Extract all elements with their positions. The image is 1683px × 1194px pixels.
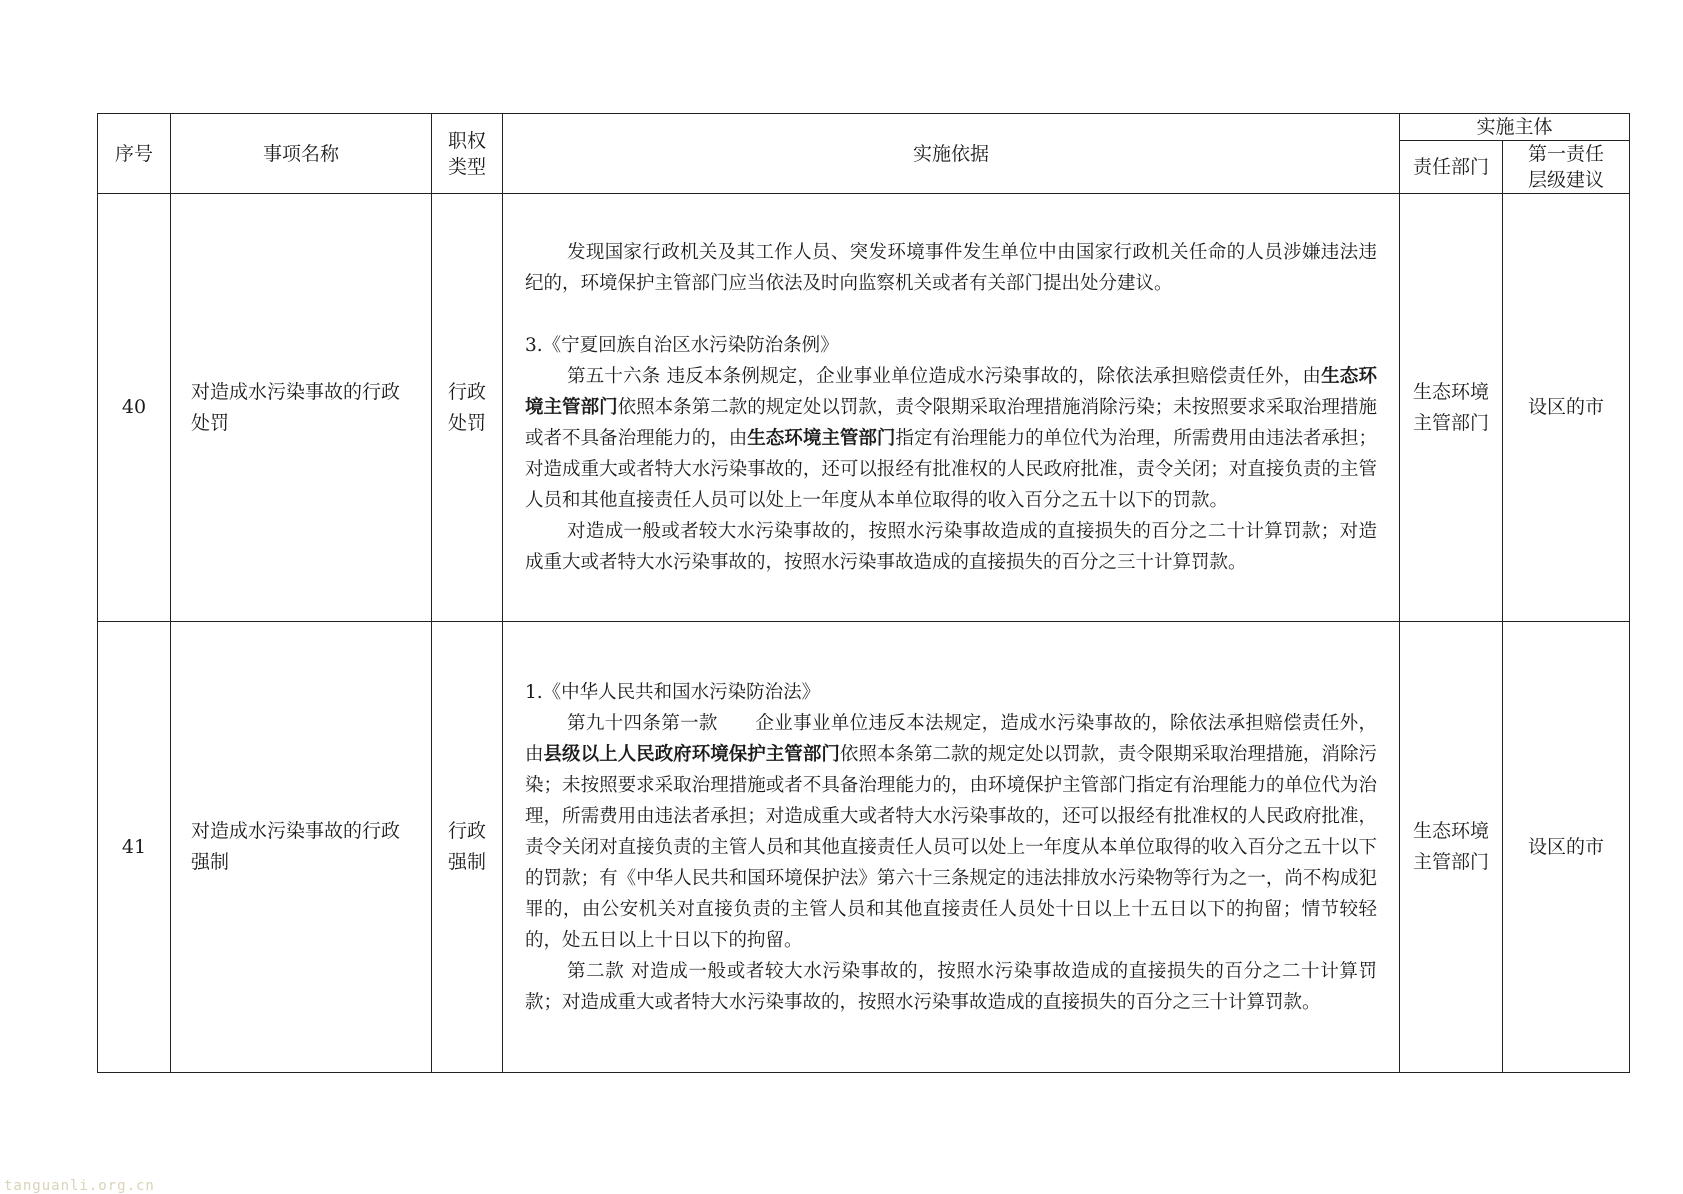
basis-law-title: 1.《中华人民共和国水污染防治法》 xyxy=(525,681,821,703)
row-seq: 40 xyxy=(98,194,171,622)
header-subject: 实施主体 xyxy=(1400,114,1630,141)
row-level: 设区的市 xyxy=(1503,622,1630,1073)
watermark: tanguanli.org.cn xyxy=(4,1178,155,1194)
row-type: 行政处罚 xyxy=(432,194,503,622)
basis-paragraph: 发现国家行政机关及其工作人员、突发环境事件发生单位中由国家行政机关任命的人员涉嫌违法违纪的，环境保护主管部门应当依法及时向监察机关或者有关部门提出处分建议。 xyxy=(525,242,1377,294)
authority-table xyxy=(97,113,1630,1073)
basis-paragraph: 第九十四条第一款 企业事业单位违反本法规定，造成水污染事故的，除依法承担赔偿责任外，由县级以上人民政府环境保护主管部门依照本条第二款的规定处以罚款，责令限期采取治理措施，消除污染；未按照要求采取治理措施或者不具备治理能力的，由环境保护主管部门指定有治理能力的单位代为治理，所需费用由违法者承担；对造成重大或者特大水污染事故的，还可以报经有批准权的人民政府批准，责令关闭对直接负责的主管人员和其他直接责任人员可以处上一年度从本单位取得的收入百分之五十以下的罚款；有《中华人民共和国环境保护法》第六十三条规定的违法排放水污染物等行为之一，尚不构成犯罪的，由公安机关对直接负责的主管人员和其他直接责任人员处十日以上十五日以下的拘留；情节较轻的，处五日以上十日以下的拘留。 xyxy=(525,712,1377,951)
header-row-1 xyxy=(98,114,1630,141)
row-type: 行政强制 xyxy=(432,622,503,1073)
header-level: 第一责任层级建议 xyxy=(1503,141,1630,194)
row-dept: 生态环境主管部门 xyxy=(1400,194,1503,622)
row-basis xyxy=(503,194,1400,622)
header-dept: 责任部门 xyxy=(1400,141,1503,194)
row-basis xyxy=(503,622,1400,1073)
row-seq: 41 xyxy=(98,622,171,1073)
row-name: 对造成水污染事故的行政强制 xyxy=(171,622,432,1073)
basis-paragraph: 对造成一般或者较大水污染事故的，按照水污染事故造成的直接损失的百分之二十计算罚款；对造成重大或者特大水污染事故的，按照水污染事故造成的直接损失的百分之三十计算罚款。 xyxy=(525,521,1377,573)
basis-law-title: 3.《宁夏回族自治区水污染防治条例》 xyxy=(525,335,839,356)
row-dept: 生态环境主管部门 xyxy=(1400,622,1503,1073)
header-seq: 序号 xyxy=(98,114,171,194)
row-name: 对造成水污染事故的行政处罚 xyxy=(171,194,432,622)
table-row xyxy=(98,194,1630,622)
document-table-wrapper xyxy=(97,113,1629,1073)
row-level: 设区的市 xyxy=(1503,194,1630,622)
basis-paragraph: 第五十六条 违反本条例规定，企业事业单位造成水污染事故的，除依法承担赔偿责任外，由生态环境主管部门依照本条第二款的规定处以罚款，责令限期采取治理措施消除污染；未按照要求采取治理措施或者不具备治理能力的，由生态环境主管部门指定有治理能力的单位代为治理，所需费用由违法者承担；对造成重大或者特大水污染事故的，还可以报经有批准权的人民政府批准，责令关闭；对直接负责的主管人员和其他直接责任人员可以处上一年度从本单位取得的收入百分之五十以下的罚款。 xyxy=(525,366,1377,511)
header-type: 职权类型 xyxy=(432,114,503,194)
header-basis: 实施依据 xyxy=(503,114,1400,194)
table-row xyxy=(98,622,1630,1073)
basis-paragraph: 第二款 对造成一般或者较大水污染事故的，按照水污染事故造成的直接损失的百分之二十计算罚款；对造成重大或者特大水污染事故的，按照水污染事故造成的直接损失的百分之三十计算罚款。 xyxy=(525,960,1377,1013)
header-name: 事项名称 xyxy=(171,114,432,194)
